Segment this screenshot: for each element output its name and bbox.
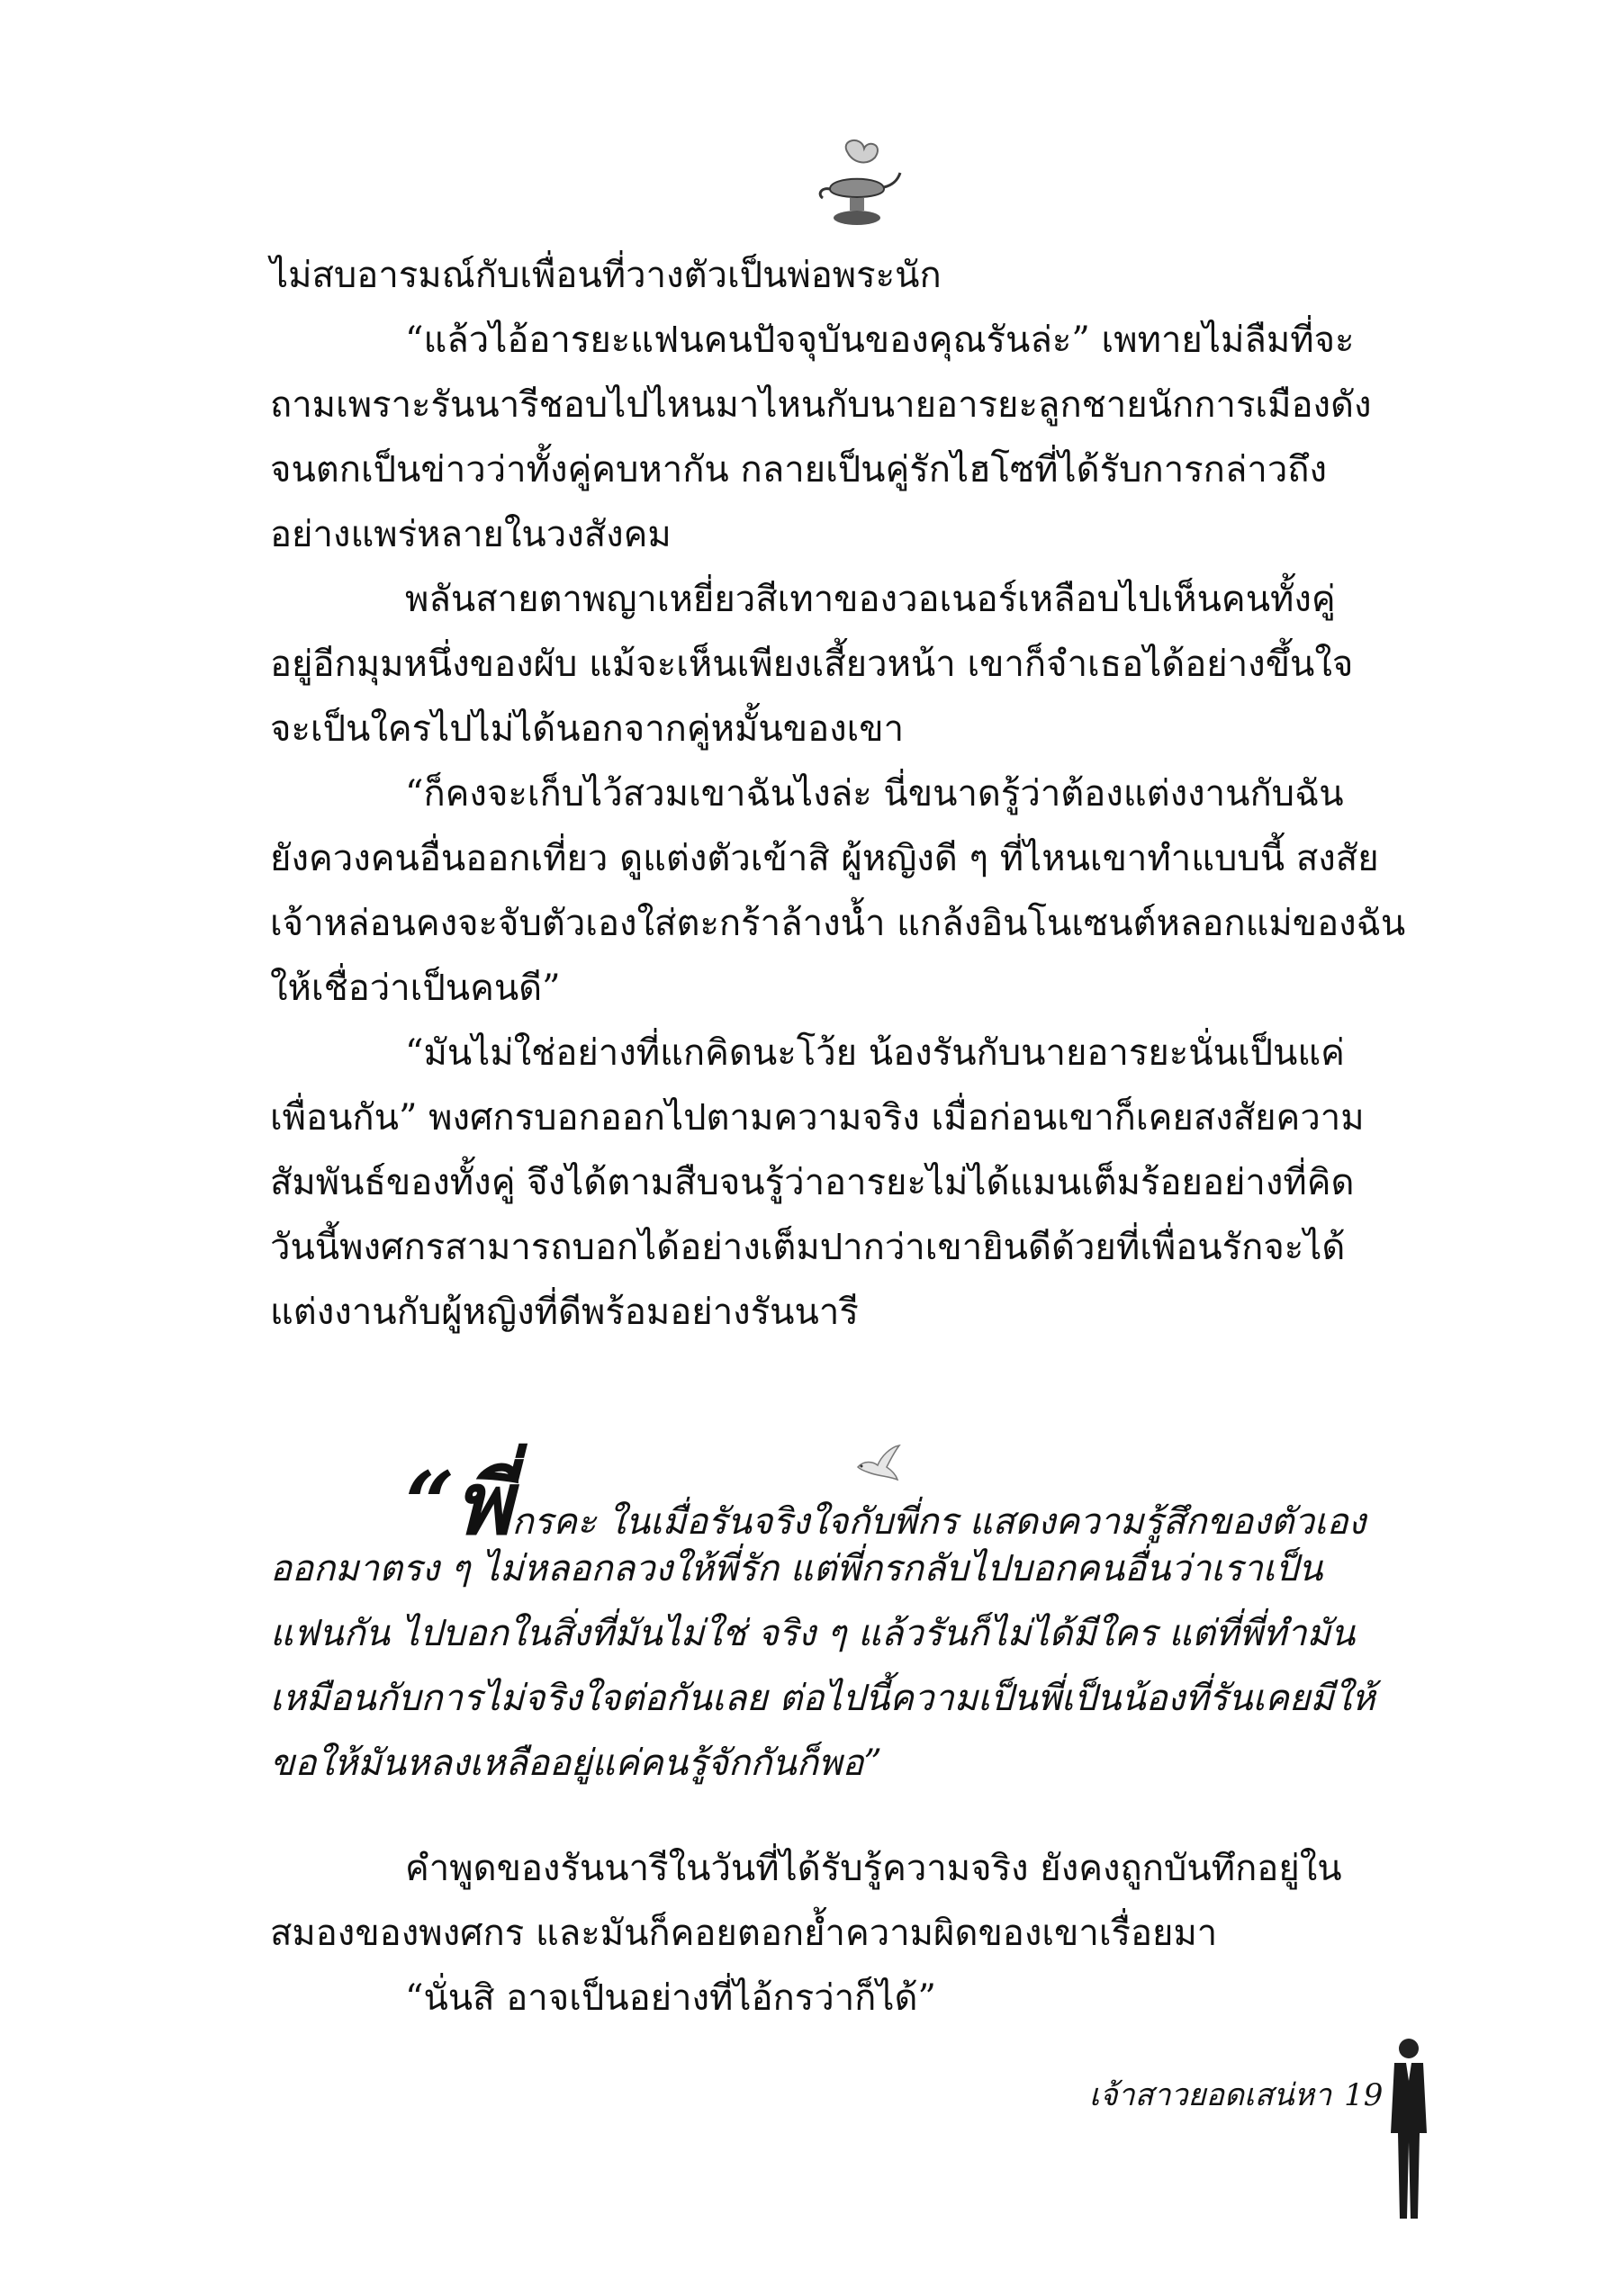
paragraph-line: “ก็คงจะเก็บไว้สวมเขาฉันไงล่ะ นี่ขนาดรู้ว่าต้องแต่งงานกับฉัน [405, 773, 1344, 815]
paragraph-line: แต่งงานกับผู้หญิงที่ดีพร้อมอย่างรันนารี [270, 1292, 859, 1333]
paragraph-line: ถามเพราะรันนารีชอบไปไหนมาไหนกับนายอารยะลูกชายนักการเมืองดัง [270, 384, 1372, 426]
quote-dropcap: พี่ [455, 1453, 512, 1554]
paragraph-line: จะเป็นใครไปไม่ได้นอกจากคู่หมั้นของเขา [270, 708, 905, 750]
paragraph-line: ให้เชื่อว่าเป็นคนดี” [270, 968, 561, 1009]
paragraph-line: สมองของพงศกร และมันก็คอยตอกย้ำความผิดของเขาเรื่อยมา [270, 1913, 1218, 1954]
quote-first-line-text: กรคะ ในเมื่อรันจริงใจกับพี่กร แสดงความรู้สึกของตัวเอง [511, 1501, 1366, 1543]
paragraph-line: เพื่อนกัน” พงศกรบอกออกไปตามความจริง เมื่อก่อนเขาก็เคยสงสัยความ [270, 1097, 1365, 1139]
quote-first-line [270, 1453, 1440, 1554]
quote-line: แฟนกัน ไปบอกในสิ่งที่มันไม่ใช่ จริง ๆ แล้วรันก็ไม่ได้มีใคร แต่ที่พี่ทำมัน [270, 1613, 1356, 1654]
paragraph-line: จนตกเป็นข่าวว่าทั้งคู่คบหากัน กลายเป็นคู่รักไฮโซที่ได้รับการกล่าวถึง [270, 449, 1328, 491]
quote-line: ขอให้มันหลงเหลืออยู่แค่คนรู้จักกันก็พอ” [270, 1742, 882, 1784]
paragraph-line: พลันสายตาพญาเหยี่ยวสีเทาของวอเนอร์เหลือบไปเห็นคนทั้งคู่ [405, 579, 1336, 620]
paragraph-line: อยู่อีกมุมหนึ่งของผับ แม้จะเห็นเพียงเสี้ยวหน้า เขาก็จำเธอได้อย่างขึ้นใจ [270, 644, 1354, 685]
paragraph-line: “มันไม่ใช่อย่างที่แกคิดนะโว้ย น้องรันกับนายอารยะนั่นเป็นแค่ [405, 1032, 1345, 1074]
paragraph-line: ไม่สบอารมณ์กับเพื่อนที่วางตัวเป็นพ่อพระนัก [270, 255, 942, 296]
quote-line: ออกมาตรง ๆ ไม่หลอกลวงให้พี่รัก แต่พี่กรกลับไปบอกคนอื่นว่าเราเป็น [270, 1548, 1323, 1589]
paragraph-line: เจ้าหล่อนคงจะจับตัวเองใส่ตะกร้าล้างน้ำ แกล้งอินโนเซนต์หลอกแม่ของฉัน [270, 903, 1406, 944]
book-title: เจ้าสาวยอดเสน่หา [1089, 2077, 1332, 2113]
groom-figure-icon [1382, 2034, 1436, 2223]
quote-open-mark: “ [405, 1453, 455, 1554]
body-text-top [270, 243, 1440, 1345]
paragraph-line: วันนี้พงศกรสามารถบอกได้อย่างเต็มปากว่าเขายินดีด้วยที่เพื่อนรักจะได้ [270, 1227, 1346, 1268]
page-number: 19 [1344, 2077, 1384, 2113]
page-footer [1089, 2070, 1383, 2119]
quote-line: เหมือนกับการไม่จริงใจต่อกันเลย ต่อไปนี้ความเป็นพี่เป็นน้องที่รันเคยมีให้ [270, 1678, 1375, 1719]
paragraph-line: คำพูดของรันนารีในวันที่ได้รับรู้ความจริง ยังคงถูกบันทึกอยู่ใน [405, 1848, 1342, 1889]
body-text-bottom [270, 1836, 1440, 2030]
paragraph-line: “นั่นสิ อาจเป็นอย่างที่ไอ้กรว่าก็ได้” [405, 1977, 936, 2019]
lamp-ornament-icon [812, 135, 902, 234]
paragraph-line: “แล้วไอ้อารยะแฟนคนปัจจุบันของคุณรันล่ะ” เพทายไม่ลืมที่จะ [405, 320, 1355, 361]
quote-block [270, 1453, 1440, 1796]
paragraph-line: สัมพันธ์ของทั้งคู่ จึงได้ตามสืบจนรู้ว่าอารยะไม่ได้แมนเต็มร้อยอย่างที่คิด [270, 1162, 1355, 1203]
paragraph-line: ยังควงคนอื่นออกเที่ยว ดูแต่งตัวเข้าสิ ผู้หญิงดี ๆ ที่ไหนเขาทำแบบนี้ สงสัย [270, 838, 1379, 879]
paragraph-line: อย่างแพร่หลายในวงสังคม [270, 514, 672, 555]
